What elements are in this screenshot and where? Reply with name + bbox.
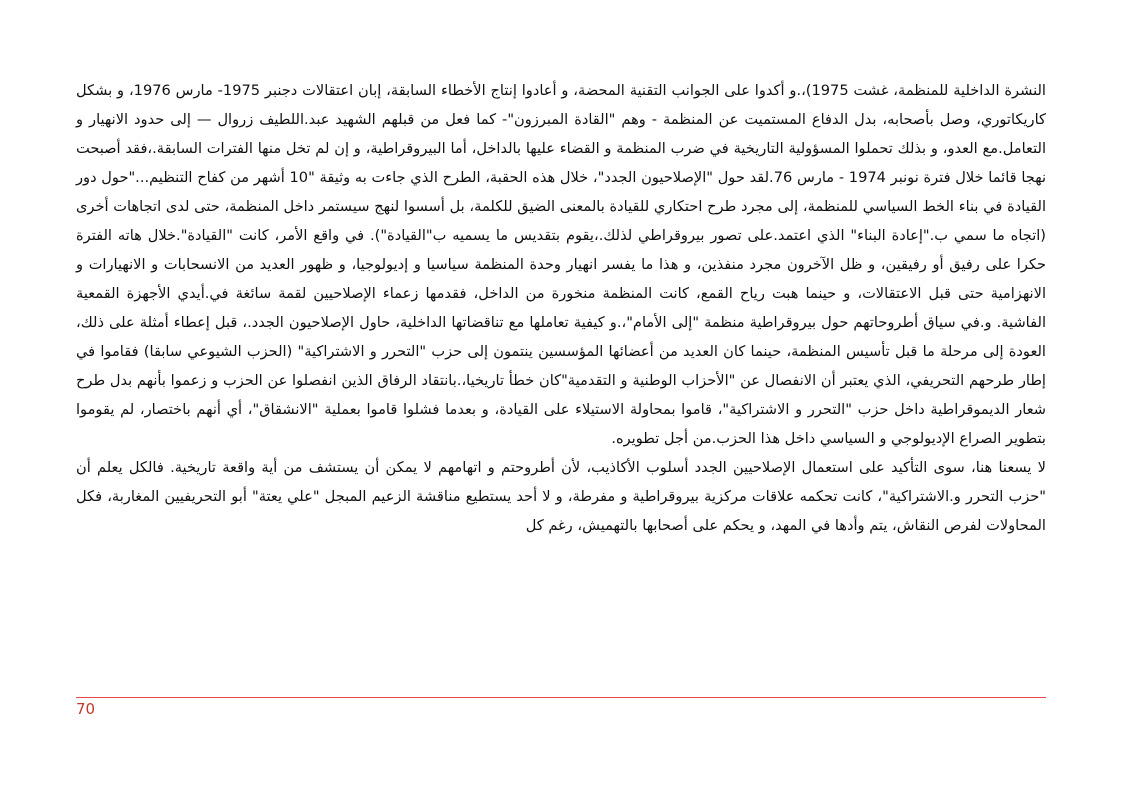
body-text bbox=[76, 76, 1046, 540]
footer-divider bbox=[76, 697, 1046, 698]
paragraph: النشرة الداخلية للمنظمة، غشت 1975)،.و أكدوا على الجوانب التقنية المحضة، و أعادوا إنتاج الأخطاء السابقة، إبان اعتقالات دجنبر 1975- مارس 1976، و بشكل كاريكاتوري، وصل بأصحابه، بدل الدفاع المستميت عن المنظمة - وهم "القادة المبرزون"- كما فعل من قبلهم الشهيد عبد.اللطيف زروال — إلى حدود الانهيار و التعامل.مع العدو، و بذلك تحملوا المسؤولية التاريخية في ضرب المنظمة و القضاء عليها بالداخل، أما البيروقراطية، و إن لم تخل منها الفترات السابقة.،فقد أصبحت نهجا قائما خلال فترة نونبر 1974 - مارس 76.لقد حول "الإصلاحيون الجدد"، خلال هذه الحقبة، الطرح الذي جاءت به وثيقة "10 أشهر من كفاح التنظيم..."حول دور القيادة في بناء الخط السياسي للمنظمة، إلى مجرد طرح احتكاري للقيادة بالمعنى الضيق للكلمة، بل أسسوا لنهج سيستمر داخل المنظمة، حتى لدى اتجاهات أخرى (اتجاه ما سمي ب."إعادة البناء" الذي اعتمد.على تصور بيروقراطي لذلك.،يقوم بتقديس ما يسميه ب"القيادة"). في واقع الأمر، كانت "القيادة".خلال هاته الفترة حكرا على رفيق أو رفيقين، و ظل الآخرون مجرد منفذين، و هذا ما يفسر انهيار وحدة المنظمة سياسيا و إديولوجيا، و ظهور العديد من الانسحابات و الانهيارات و الانهزامية حتى قبل الاعتقالات، و حينما هبت رياح القمع، كانت المنظمة منخورة من الداخل، فقدمها زعماء الإصلاحيين لقمة سائغة في.أيدي الأجهزة القمعية الفاشية. و.في سياق أطروحاتهم حول بيروقراطية منظمة "إلى الأمام"،.و كيفية تعاملها مع تناقضاتها الداخلية، حاول الإصلاحيون الجدد.، قبل إعطاء أمثلة على ذلك، العودة إلى مرحلة ما قبل تأسيس المنظمة، حينما كان العديد من أعضائها المؤسسين ينتمون إلى حزب "التحرر و الاشتراكية" (الحزب الشيوعي سابقا) فقاموا في إطار طرحهم التحريفي، الذي يعتبر أن الانفصال عن "الأحزاب الوطنية و التقدمية"كان خطأ تاريخيا،.بانتقاد الرفاق الذين انفصلوا عن الحزب و زعموا بأنهم بدل طرح شعار الديموقراطية داخل حزب "التحرر و الاشتراكية"، قاموا بمحاولة الاستيلاء على القيادة، و بعدما فشلوا قاموا بعملية "الانشقاق"، أي أنهم باختصار، لم يقوموا بتطوير الصراع الإديولوجي و السياسي داخل هذا الحزب.من أجل تطويره. bbox=[76, 82, 1047, 447]
paragraph: لا يسعنا هنا، سوى التأكيد على استعمال الإصلاحيين الجدد أسلوب الأكاذيب، لأن أطروحتم و اتهامهم لا يمكن أن يستشف من أية واقعة تاريخية. فالكل يعلم أن "حزب التحرر و.الاشتراكية"، كانت تحكمه علاقات مركزية بيروقراطية و مفرطة، و لا أحد يستطيع مناقشة الزعيم المبجل "علي يعتة" أبو التحريفيين المغاربة، فكل المحاولات لفرص النقاش، يتم وأدها في المهد، و يحكم على أصحابها بالتهميش، رغم كل bbox=[76, 459, 1046, 534]
page-number: 70 bbox=[76, 700, 96, 718]
